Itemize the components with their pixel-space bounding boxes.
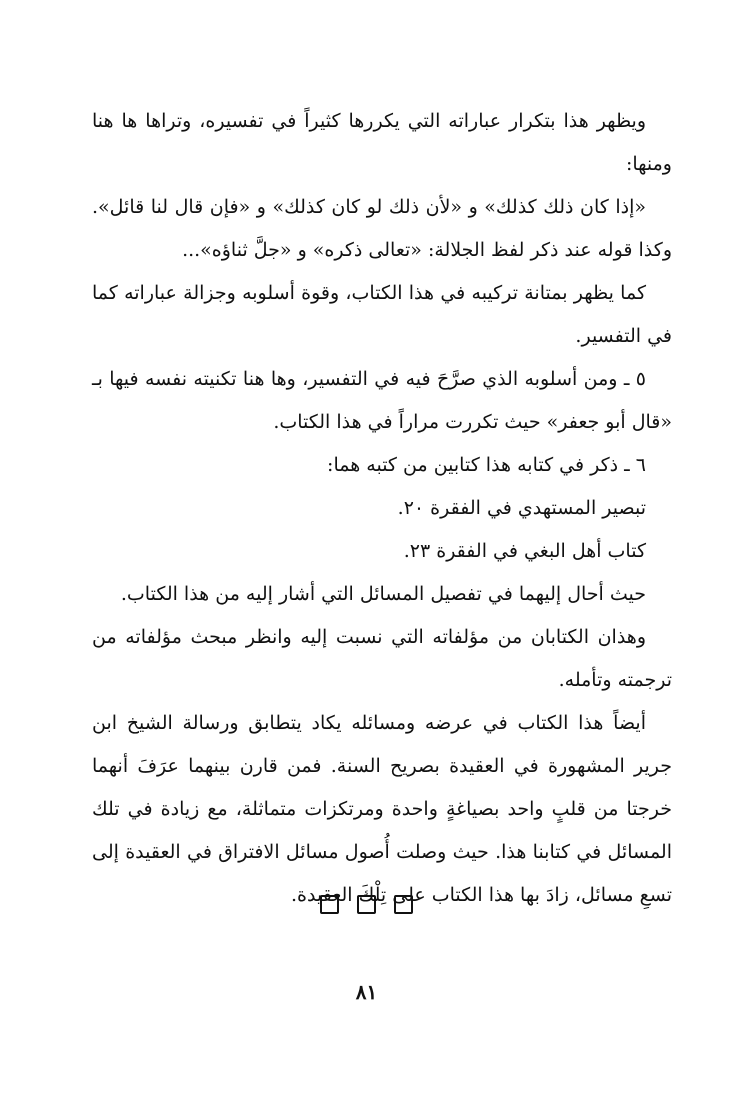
body-text — [92, 100, 672, 917]
paragraph-repeated-phrases: ويظهر هذا بتكرار عباراته التي يكررها كثيراً في تفسيره، وتراها ها هنا ومنها: — [92, 110, 672, 175]
paragraph-referral: حيث أحال إليهما في تفصيل المسائل التي أشار إليه من هذا الكتاب. — [120, 583, 646, 605]
section-separator — [0, 895, 733, 914]
square-box-icon — [320, 895, 339, 914]
square-box-icon — [357, 895, 376, 914]
page-number: ٨١ — [355, 980, 378, 1004]
paragraph-point-5: ٥ ـ ومن أسلوبه الذي صرَّحَ فيه في التفسير، وها هنا تكنيته نفسه فيها بـ «قال أبو جعفر» حيث تكررت مراراً في هذا الكتاب. — [92, 368, 672, 433]
book-reference-ahl-albaghy: كتاب أهل البغي في الفقرة ٢٣. — [403, 540, 646, 562]
paragraph-phrase-examples: «إذا كان ذلك كذلك» و «لأن ذلك لو كان كذلك» و «فإن قال لنا قائل». وكذا قوله عند ذكر لفظ الجلالة: «تعالى ذكره» و «جلَّ ثناؤه»... — [92, 196, 672, 261]
paragraph-point-6: ٦ ـ ذكر في كتابه هذا كتابين من كتبه هما: — [327, 454, 646, 476]
book-reference-tabsir: تبصير المستهدي في الفقرة ٢٠. — [397, 497, 646, 519]
square-box-icon — [394, 895, 413, 914]
paragraph-style-strength: كما يظهر بمتانة تركيبه في هذا الكتاب، وقوة أسلوبه وجزالة عباراته كما في التفسير. — [92, 282, 672, 347]
paragraph-attributed-works: وهذان الكتابان من مؤلفاته التي نسبت إليه وانظر مبحث مؤلفاته من ترجمته وتأمله. — [92, 626, 672, 691]
paragraph-comparison: أيضاً هذا الكتاب في عرضه ومسائله يكاد يتطابق ورسالة الشيخ ابن جرير المشهورة في العقيدة بصريح السنة. فمن قارن بينهما عرَفَ أنهما خرجتا من قلبٍ واحد بصياغةٍ واحدة ومرتكزات متماثلة، مع زيادة في تلك المسائل في كتابنا هذا. حيث وصلت أُصول مسائل الافتراق في العقيدة إلى تسعِ مسائل، زادَ بها هذا الكتاب على تِلْكَ العقيدة. — [92, 712, 672, 906]
